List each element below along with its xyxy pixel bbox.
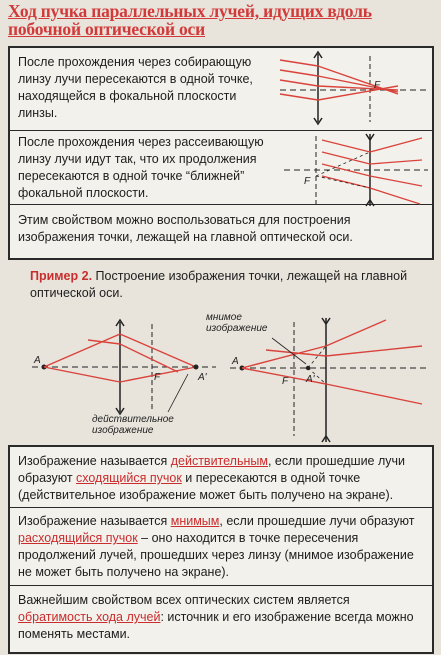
virtual-image-definition-row — [10, 508, 432, 586]
keyword-virtual: мнимым — [170, 514, 220, 528]
example-text: Построение изображения точки, лежащей на главной оптической оси. — [30, 269, 408, 300]
focus-label: F — [282, 376, 289, 387]
keyword-real: действительным — [170, 454, 268, 468]
page-title: Ход пучка параллельных лучей, идущих вдоль побочной оптической оси — [8, 1, 372, 39]
reversibility-definition — [18, 592, 423, 643]
definition-text: , если прошедшие лучи образуют — [18, 454, 406, 485]
reversibility-row — [10, 586, 432, 648]
keyword-converging-beam: сходящийся пучок — [76, 471, 182, 485]
point-a-label: A — [34, 355, 41, 366]
virtual-image-caption: мнимое изображение — [206, 312, 268, 334]
definition-text: , если прошедшие лучи образуют — [219, 514, 415, 528]
real-image-caption: действительное изображение — [92, 414, 174, 436]
example-label: Пример 2. — [30, 269, 93, 283]
example-heading — [30, 268, 430, 302]
definition-text: – оно находится в точке пересечения продолжений лучей, прошедших через линзу (мнимое изображение не может быть получено на экране). — [18, 531, 414, 579]
keyword-diverging-beam: расходящийся пучок — [18, 531, 138, 545]
real-image-definition-row — [10, 447, 432, 508]
construction-hint-row — [10, 205, 432, 255]
diverging-lens-diagram — [282, 130, 430, 208]
definition-text: : источник и его изображение всегда можно поменять местами. — [18, 610, 414, 641]
definition-text: Важнейшим свойством всех оптических систем является — [18, 593, 350, 607]
focus-label: F — [304, 176, 311, 187]
definition-text: и пересекаются в одной точке (действительное изображение может быть получено на экране). — [18, 471, 394, 502]
diverging-lens-text: После прохождения через рассеивающую линзу лучи идут так, что их продолжения пересекаются в одной точке “ближней” фокальной плоскости. — [18, 135, 264, 200]
point-a-prime-label: A' — [306, 374, 315, 385]
definition-text: Изображение называется — [18, 514, 171, 528]
point-a-label: A — [232, 356, 239, 367]
definition-text: Изображение называется — [18, 454, 171, 468]
real-image-definition — [18, 453, 423, 504]
converging-lens-text: После прохождения через собирающую линзу лучи пересекаются в одной точке, находящейся в фокальной плоскости линзы. — [18, 55, 253, 120]
definitions-box — [8, 445, 434, 654]
point-a-prime-label: A' — [198, 372, 207, 383]
virtual-image-definition — [18, 513, 423, 581]
construction-hint-text: Этим свойством можно воспользоваться для построения изображения точки, лежащей на главной оптической оси. — [18, 213, 353, 244]
focus-label: F — [154, 372, 161, 383]
focus-label: F — [374, 80, 381, 91]
keyword-reversibility: обратимость хода лучей — [18, 610, 161, 624]
converging-lens-diagram — [278, 48, 428, 126]
